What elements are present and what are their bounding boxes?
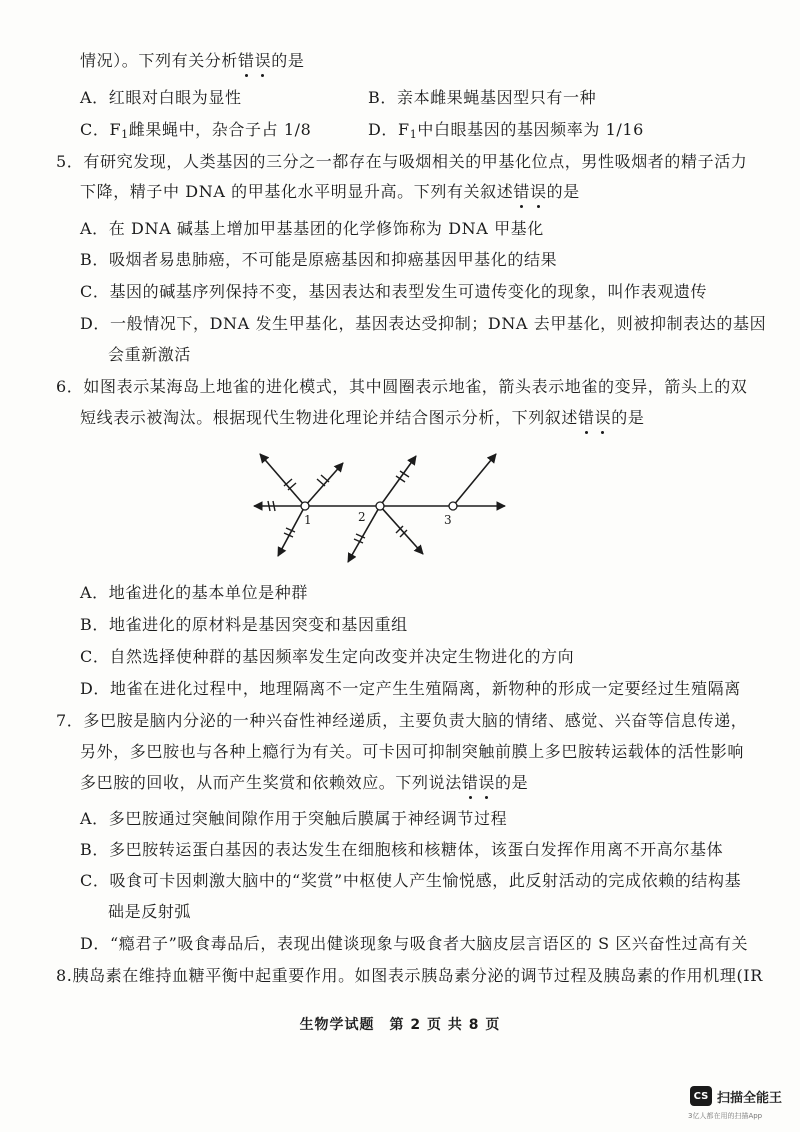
hatch-n1-ur-2 — [321, 475, 329, 482]
q5-stem-line1: 5．有研究发现，人类基因的三分之一都存在与吸烟相关的甲基化位点，男性吸烟者的精子活力 — [56, 152, 748, 171]
q4-stem-tail — [80, 50, 304, 72]
q7-option-b: B．多巴胺转运蛋白基因的表达发生在细胞核和核糖体，该蛋白发挥作用离不开高尔基体 — [80, 840, 724, 859]
node-label-1: 1 — [304, 513, 312, 527]
q6-stem-line2 — [80, 407, 644, 429]
node-3 — [449, 502, 457, 510]
q5-stem-line2 — [80, 181, 580, 203]
text-segment: 情况）。下列有关分析 — [80, 51, 239, 70]
node-1 — [301, 502, 309, 510]
q4-option-a: A．红眼对白眼为显性 — [80, 88, 242, 107]
text-segment: 的是 — [546, 182, 580, 201]
emphasis-char: 错 — [513, 182, 530, 201]
q7-stem-line2: 另外，多巴胺也与各种上瘾行为有关。可卡因可抑制突触前膜上多巴胺转运载体的活性影响 — [80, 742, 745, 761]
text-segment: 的是 — [495, 773, 529, 792]
q4-option-d: D．$F_1$中白眼基因的基因频率为 1/16 — [368, 120, 644, 141]
node-label-3: 3 — [444, 513, 452, 527]
q7-option-a: A．多巴胺通过突触间隙作用于突触后膜属于神经调节过程 — [80, 809, 508, 828]
q8-stem-line1: 8.胰岛素在维持血糖平衡中起重要作用。如图表示胰岛素分泌的调节过程及胰岛素的作用机理(IR — [56, 966, 763, 985]
q6-option-b: B．地雀进化的原材料是基因突变和基因重组 — [80, 615, 408, 634]
evolution-diagram — [248, 448, 508, 572]
text-segment: 的是 — [271, 51, 305, 70]
n3-up — [453, 454, 496, 506]
q7-option-d: D．“瘾君子”吸食毒品后，表现出健谈现象与吸食者大脑皮层言语区的 S 区兴奋性过高有关 — [80, 934, 749, 953]
q7-option-c-cont: 础是反射弧 — [108, 902, 192, 921]
text-segment: 下降，精子中 DNA 的甲基化水平明显升高。下列有关叙述 — [80, 182, 514, 201]
emphasis-char: 错 — [238, 51, 255, 70]
scanner-name: 扫描全能王 — [717, 1090, 783, 1106]
n2-up — [380, 456, 416, 506]
q7-option-c: C．吸食可卡因刺激大脑中的“奖赏”中枢使人产生愉悦感，此反射活动的完成依赖的结构基 — [80, 871, 742, 890]
q7-stem-line3 — [80, 772, 528, 794]
emphasis-char: 误 — [254, 51, 272, 70]
q5-option-b: B．吸烟者易患肺癌，不可能是原癌基因和抑癌基因甲基化的结果 — [80, 250, 558, 269]
scanner-badge — [690, 1086, 782, 1106]
q6-option-d: D．地雀在进化过程中，地理隔离不一定产生生殖隔离，新物种的形成一定要经过生殖隔离 — [80, 679, 741, 698]
text-segment: 的是 — [611, 408, 645, 427]
camscanner-icon: CS — [690, 1086, 712, 1106]
emphasis-char: 误 — [529, 182, 547, 201]
hatch-left-1 — [268, 501, 270, 511]
n2-down-right — [380, 506, 423, 554]
emphasis-char: 错 — [578, 408, 595, 427]
q6-stem-line1: 6．如图表示某海岛上地雀的进化模式，其中圆圈表示地雀，箭头表示地雀的变异，箭头上的双 — [56, 377, 748, 396]
q6-option-c: C．自然选择使种群的基因频率发生定向改变并决定生物进化的方向 — [80, 647, 575, 666]
page-footer: 生物学试题 第 2 页 共 8 页 — [299, 1017, 501, 1033]
emphasis-char: 误 — [594, 408, 612, 427]
node-label-2: 2 — [358, 510, 366, 524]
emphasis-char: 误 — [478, 773, 496, 792]
q4-option-b: B．亲本雌果蝇基因型只有一种 — [368, 88, 597, 107]
q5-option-a: A．在 DNA 碱基上增加甲基基团的化学修饰称为 DNA 甲基化 — [80, 219, 544, 238]
text-segment: 短线表示被淘汰。根据现代生物进化理论并结合图示分析，下列叙述 — [80, 408, 579, 427]
q6-option-a: A．地雀进化的基本单位是种群 — [80, 583, 308, 602]
hatch-n1-ul-2 — [288, 483, 296, 490]
q5-option-c: C．基因的碱基序列保持不变，基因表达和表型发生可遗传变化的现象，叫作表观遗传 — [80, 282, 708, 301]
q4-option-c: C．$F_1$雌果蝇中，杂合子占 1/8 — [80, 120, 312, 141]
node-2 — [376, 502, 384, 510]
q5-option-d: D．一般情况下，DNA 发生甲基化，基因表达受抑制；DNA 去甲基化，则被抑制表达的基因 — [80, 314, 767, 333]
emphasis-char: 错 — [461, 773, 479, 792]
n1-up-left — [260, 454, 305, 506]
q7-stem-line1: 7．多巴胺是脑内分泌的一种兴奋性神经递质，主要负责大脑的情绪、感觉、兴奋等信息传递， — [56, 711, 748, 730]
text-segment: 多巴胺的回收，从而产生奖赏和依赖效应。下列说法 — [80, 773, 462, 792]
q5-option-d-cont: 会重新激活 — [108, 345, 192, 364]
scanner-tagline: 3亿人都在用的扫描App — [688, 1112, 763, 1120]
hatch-left-2 — [273, 501, 275, 511]
hatch-n1-ur-1 — [317, 479, 325, 486]
